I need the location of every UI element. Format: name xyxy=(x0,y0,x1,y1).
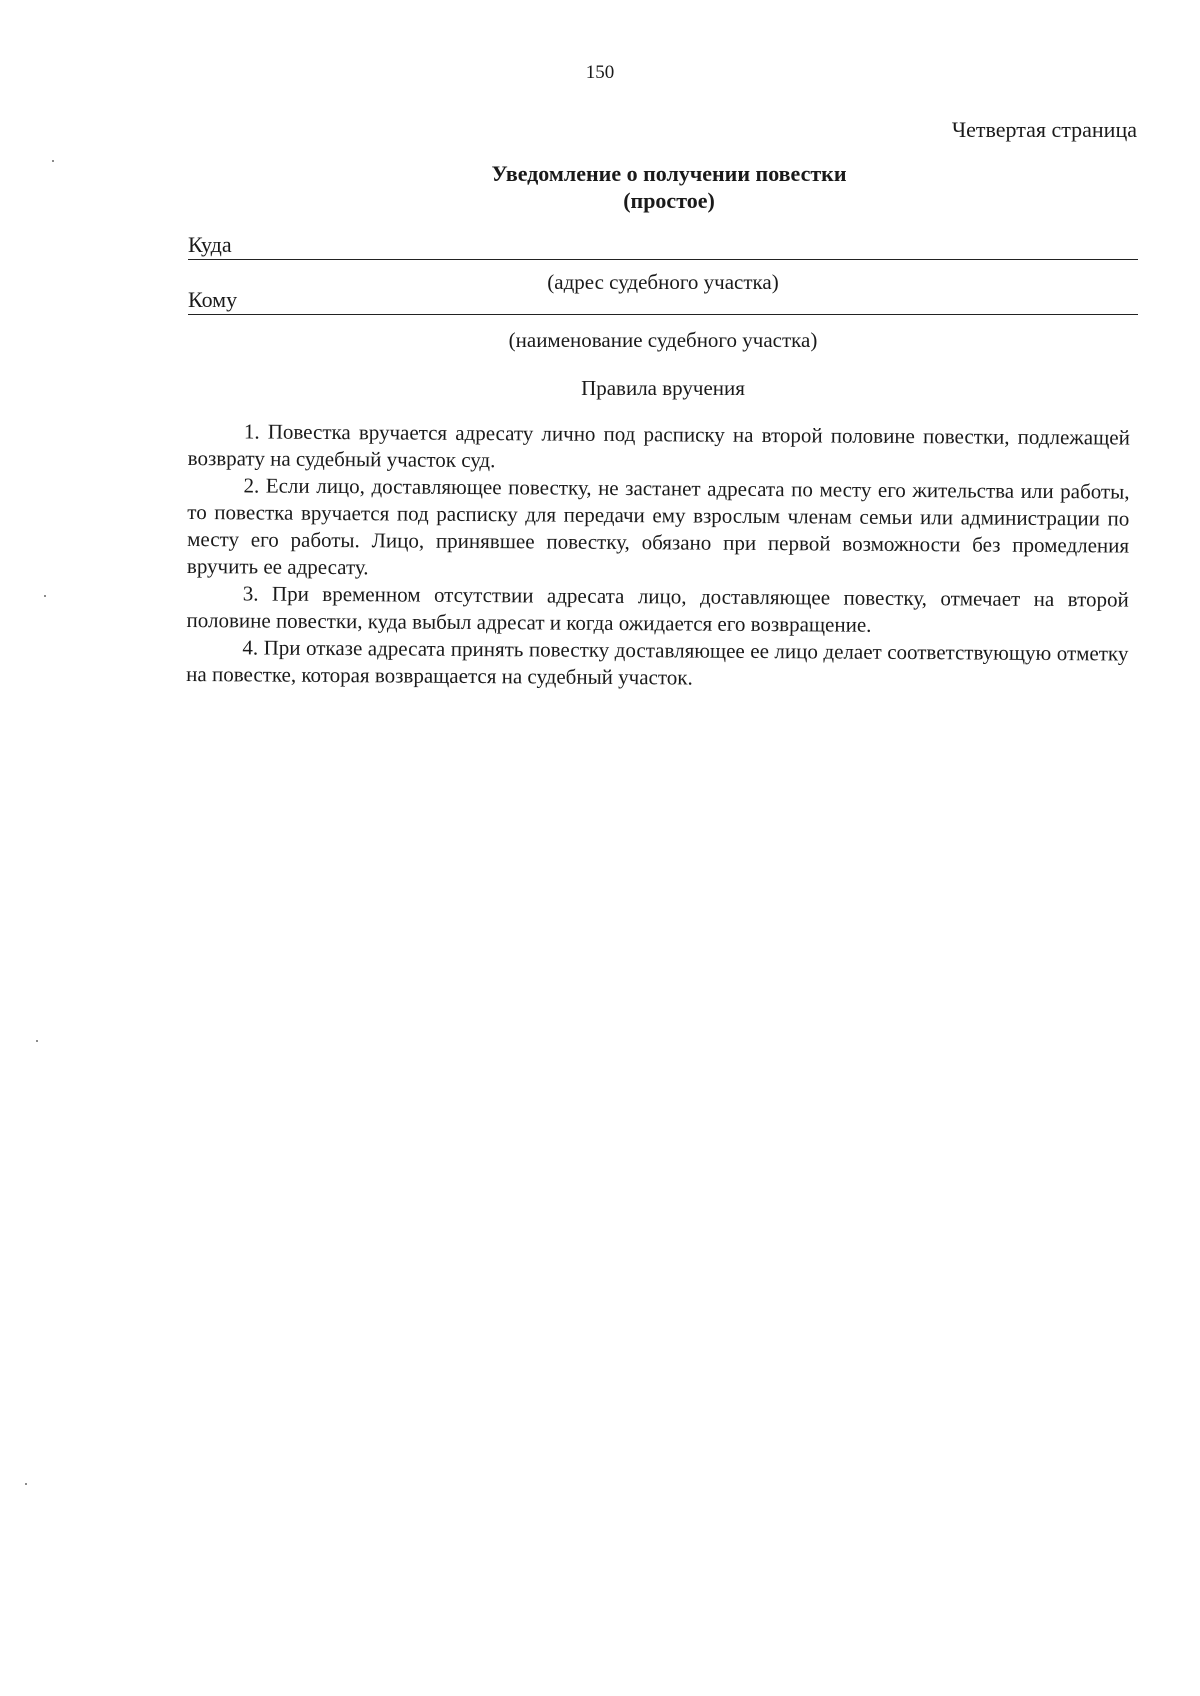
field-caption-where: (адрес судебного участка) xyxy=(547,270,779,294)
field-label-whom: Кому xyxy=(188,287,243,313)
rule-item-1: 1. Повестка вручается адресату лично под расписку на второй половине повестки, подлежащей возврату на судебный участок суд. xyxy=(187,419,1130,473)
field-line-whom xyxy=(188,314,1138,315)
rules-heading: Правила вручения xyxy=(581,376,745,400)
page-number: 150 xyxy=(585,62,615,83)
field-line-where xyxy=(188,259,1138,260)
scan-speck xyxy=(25,1483,27,1485)
field-row-where xyxy=(188,230,1138,260)
field-label-where: Куда xyxy=(188,232,238,258)
rule-item-3: 3. При временном отсутствии адресата лицо, доставляющее повестку, отмечает на второй половине повестки, куда выбыл адресат и когда ожидается его возвращение. xyxy=(186,581,1129,637)
rule-item-2: 2. Если лицо, доставляющее повестку, не застанет адресата по месту его жительства или работы, то повестка вручается под расписку для передачи ему взрослым членам семьи или администрации по месту его работы. Лицо, принявшее повестку, обязано при первой возможности без промедления вручить ее адресату. xyxy=(186,473,1130,580)
rules-list xyxy=(186,418,1130,695)
field-caption-whom: (наименование судебного участка) xyxy=(508,328,818,352)
page-caption: Четвертая страница xyxy=(951,117,1137,142)
scan-speck xyxy=(44,595,46,597)
scan-speck xyxy=(36,1040,38,1042)
title-line-1: Уведомление о получении повестки xyxy=(491,161,847,186)
title-line-2: (простое) xyxy=(623,188,715,213)
scan-speck xyxy=(52,160,54,162)
field-row-whom xyxy=(188,285,1138,315)
document-title xyxy=(200,160,1138,214)
rule-item-4: 4. При отказе адресата принять повестку доставляющее ее лицо делает соответствующую отметку на повестке, которая возвращается на судебный участок. xyxy=(186,635,1129,690)
